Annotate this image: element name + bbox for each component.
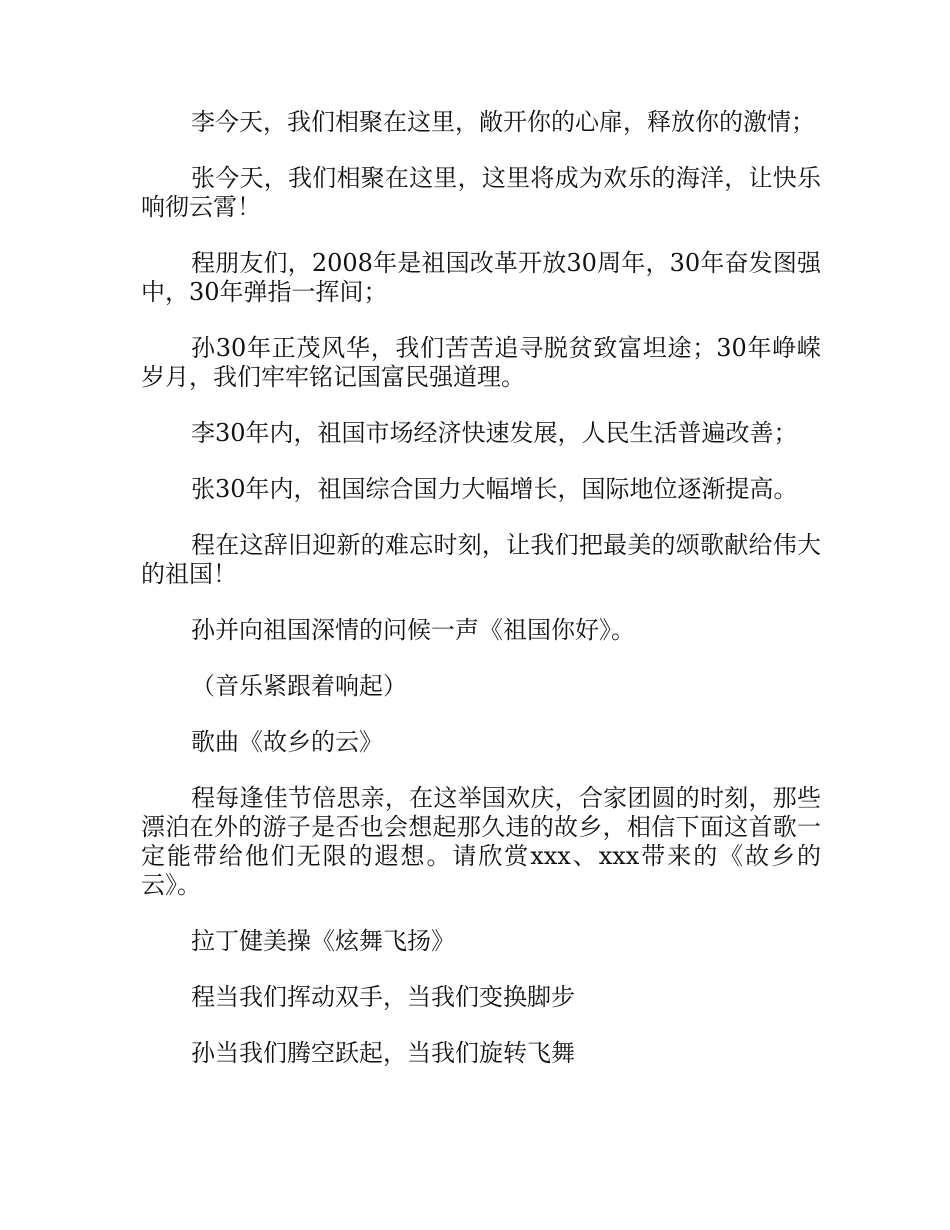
paragraph-sun-30-years: 孙30年正茂风华，我们苦苦追寻脱贫致富坦途；30年峥嵘岁月，我们牢牢铭记国富民强道理。 [141,334,821,391]
paragraph-li-opening: 李今天，我们相聚在这里，敞开你的心扉，释放你的激情； [191,108,815,136]
paragraph-cheng-homesick: 程每逢佳节倍思亲，在这举国欢庆，合家团圆的时刻，那些漂泊在外的游子是否也会想起那久违的故乡，相信下面这首歌一定能带给他们无限的遐想。请欣赏xxx、xxx带来的《故乡的云》。 [141,784,821,899]
paragraph-cheng-2008: 程朋友们，2008年是祖国改革开放30周年，30年奋发图强中，30年弹指一挥间； [141,249,821,306]
paragraph-li-economy: 李30年内，祖国市场经济快速发展，人民生活普遍改善； [191,419,798,447]
paragraph-cheng-ode: 程在这辞旧迎新的难忘时刻，让我们把最美的颂歌献给伟大的祖国！ [141,531,821,588]
paragraph-zhang-opening: 张今天，我们相聚在这里，这里将成为欢乐的海洋，让快乐响彻云霄！ [141,164,821,221]
paragraph-sun-leap: 孙当我们腾空跃起，当我们旋转飞舞 [191,1039,575,1067]
paragraph-zhang-national-power: 张30年内，祖国综合国力大幅增长，国际地位逐渐提高。 [191,475,798,503]
paragraph-cheng-wave-hands: 程当我们挥动双手，当我们变换脚步 [191,983,575,1011]
program-item-dance: 拉丁健美操《炫舞飞扬》 [191,927,455,955]
paragraph-sun-greeting: 孙并向祖国深情的问候一声《祖国你好》。 [191,616,635,644]
program-item-song: 歌曲《故乡的云》 [191,728,383,756]
stage-direction-music: （音乐紧跟着响起） [191,672,407,700]
document-page [141,108,821,1095]
